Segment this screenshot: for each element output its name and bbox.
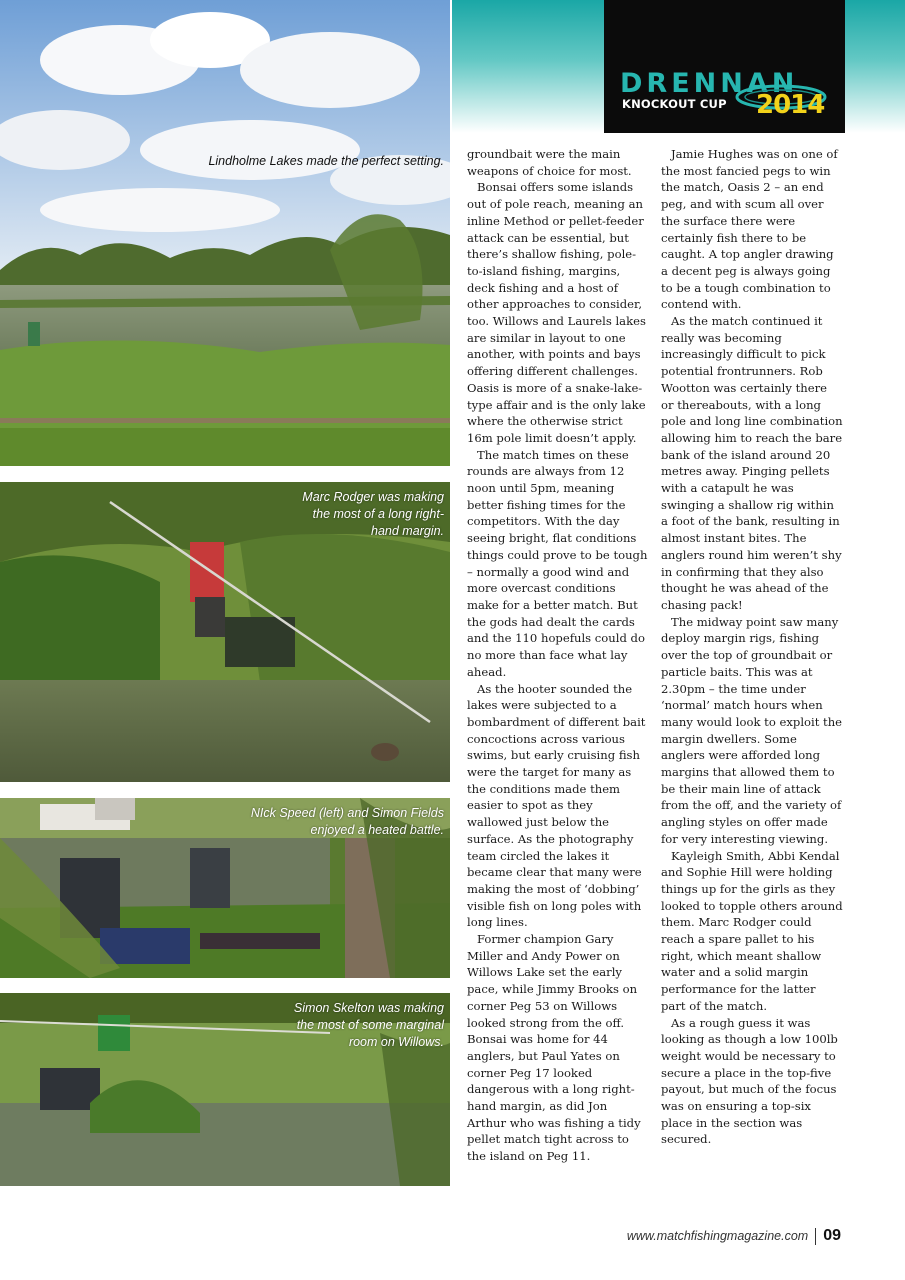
photo-simon-skelton	[0, 993, 450, 1186]
drennan-knockout-cup-logo	[604, 0, 845, 133]
footer-divider	[815, 1228, 816, 1245]
photo-speed-fields	[0, 798, 450, 978]
paragraph: As a rough guess it was looking as though a low 100lb weight would be necessary to secure a place in the top-five payout, but much of the focus was on ensuring a top-six place in the section was secured.	[661, 1015, 838, 1147]
photo-caption: Lindholme Lakes made the perfect setting.	[208, 154, 444, 168]
paragraph: The midway point saw many deploy margin rigs, fishing over the top of groundbait or particle baits. This was at 2.30pm – the time under ‘normal’ match hours when many would look to exploit the margin dwellers. Some anglers were afforded long margins that allowed them to be their main line of attack from the off, and the variety of angling styles on offer made for very interesting viewing.	[661, 614, 843, 846]
paragraph: groundbait were the main weapons of choice for most.	[467, 147, 632, 178]
paragraph: Former champion Gary Miller and Andy Power on Willows Lake set the early pace, while Jimmy Brooks on corner Peg 53 on Willows looked strong from the off. Bonsai was home for 44 anglers, but Paul Yates on corner Peg 17 looked dangerous with a long right-hand margin, as did Jon Arthur who was fishing a tidy pellet match tight across to the island on Peg 11.	[467, 932, 641, 1164]
photo-caption: NIck Speed (left) and Simon Fields enjoyed a heated battle.	[250, 806, 444, 837]
logo-year: 2014	[756, 90, 825, 120]
paragraph: Jamie Hughes was on one of the most fancied pegs to win the match, Oasis 2 – an end peg, and with scum all over the surface there were certainly fish there to be caught. A top angler drawing a decent peg is always going to be a tough combination to contend with.	[661, 147, 838, 312]
article-column-2	[661, 146, 843, 1148]
article-column-1	[467, 146, 649, 1165]
paragraph: Kayleigh Smith, Abbi Kendal and Sophie Hill were holding things up for the girls as they looked to topple others around them. Marc Rodger could reach a spare pallet to his right, which meant shallow water and a solid margin performance for the latter part of the match.	[661, 848, 843, 1013]
footer-url: www.matchfishingmagazine.com	[626, 1229, 809, 1243]
paragraph: The match times on these rounds are always from 12 noon until 5pm, meaning better fishing times for the competitors. With the day seeing bright, flat conditions things could prove to be tough – normally a good wind and more overcast conditions make for a better match. But the gods had dealt the cards and the 110 hopefuls could do no more than face what lay ahead.	[467, 447, 648, 679]
paragraph: As the match continued it really was becoming increasingly difficult to pick potential frontrunners. Rob Wootton was certainly there or thereabouts, with a long pole and long line combination allowing him to reach the bare bank of the island around 20 metres away. Pinging pellets with a catapult he was swinging a shallow rig within a foot of the bank, resulting in almost instant bites. The anglers round him weren’t shy in confirming that they also thought he was ahead of the chasing pack!	[661, 314, 843, 612]
paragraph: Bonsai offers some islands out of pole reach, meaning an inline Method or pellet-feeder attack can be essential, but there’s shallow fishing, pole-to-island fishing, margins, deck fishing and a host of other approaches to consider, too. Willows and Laurels lakes are similar in layout to one another, with points and bays offering different challenges. Oasis is more of a snake-lake-type affair and is the only lake where the otherwise strict 16m pole limit doesn’t apply.	[467, 180, 646, 445]
photo-caption: Marc Rodger was making the most of a long right-hand margin.	[302, 490, 444, 538]
logo-subtitle: KNOCKOUT CUP	[622, 97, 727, 111]
page-number: 09	[823, 1227, 841, 1244]
photo-lindholme-lakes	[0, 0, 450, 466]
logo-wordmark: DRENNAN	[620, 68, 799, 99]
page-footer	[627, 1226, 841, 1246]
photo-marc-rodger	[0, 482, 450, 782]
paragraph: As the hooter sounded the lakes were subjected to a bombardment of different bait concoctions across various swims, but early cruising fish were the target for many as the conditions made them easier to spot as they wallowed just below the surface. As the photography team circled the lakes it became clear that many were making the most of ‘dobbing’ visible fish on long poles with long lines.	[467, 681, 646, 930]
photo-caption: Simon Skelton was making the most of some marginal room on Willows.	[293, 1001, 444, 1049]
